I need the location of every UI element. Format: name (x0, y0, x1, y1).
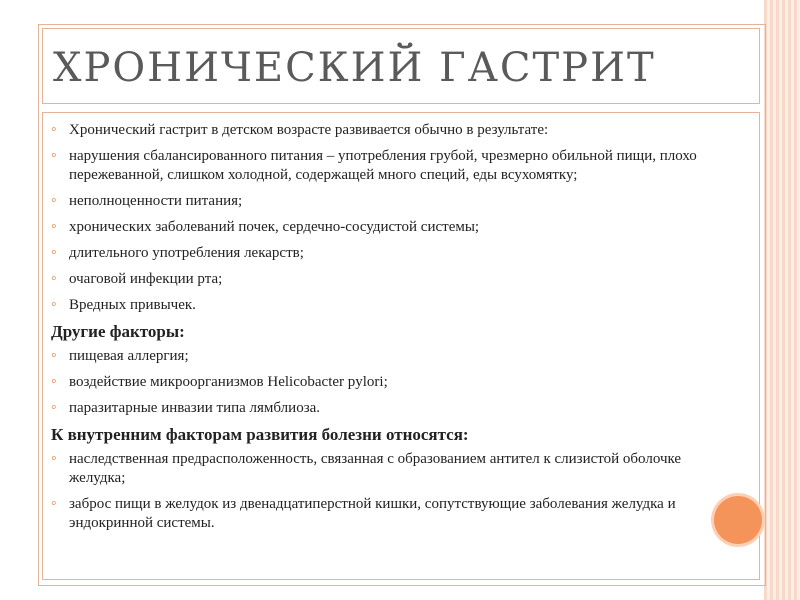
section-heading: Другие факторы: (51, 322, 185, 341)
bullet-item: ◦ неполноценности питания; (51, 192, 711, 211)
title-box (42, 28, 760, 104)
bullet-item: ◦ нарушения сбалансированного питания – употребления грубой, чрезмерно обильной пищи, плохо пережеванной, слишком холодной, содержащей много специй, еды всухомятку; (51, 147, 711, 185)
bullet-item: ◦ хронических заболеваний почек, сердечно-сосудистой системы; (51, 218, 711, 237)
slide-content (51, 121, 711, 540)
decorative-stripes (764, 0, 800, 600)
bullet-item: ◦ длительного употребления лекарств; (51, 244, 711, 263)
bullet-item: ◦ Хронический гастрит в детском возрасте развивается обычно в результате: (51, 121, 711, 140)
slide-title: ХРОНИЧЕСКИЙ ГАСТРИТ (53, 45, 656, 91)
bullet-item: ◦ очаговой инфекции рта; (51, 270, 711, 289)
bullet-item: ◦ заброс пищи в желудок из двенадцатиперстной кишки, сопутствующие заболевания желудка и эндокринной системы. (51, 495, 711, 533)
decorative-circle (714, 496, 762, 544)
bullet-item: ◦ пищевая аллергия; (51, 347, 711, 366)
bullet-item: ◦ воздействие микроорганизмов Helicobacter pylori; (51, 373, 711, 392)
content-box (42, 112, 760, 580)
section-heading: К внутренним факторам развития болезни относятся: (51, 425, 469, 444)
bullet-item: ◦ наследственная предрасположенность, связанная с образованием антител к слизистой оболочке желудка; (51, 450, 711, 488)
bullet-item: ◦ Вредных привычек. (51, 296, 711, 315)
bullet-item: ◦ паразитарные инвазии типа лямблиоза. (51, 399, 711, 418)
